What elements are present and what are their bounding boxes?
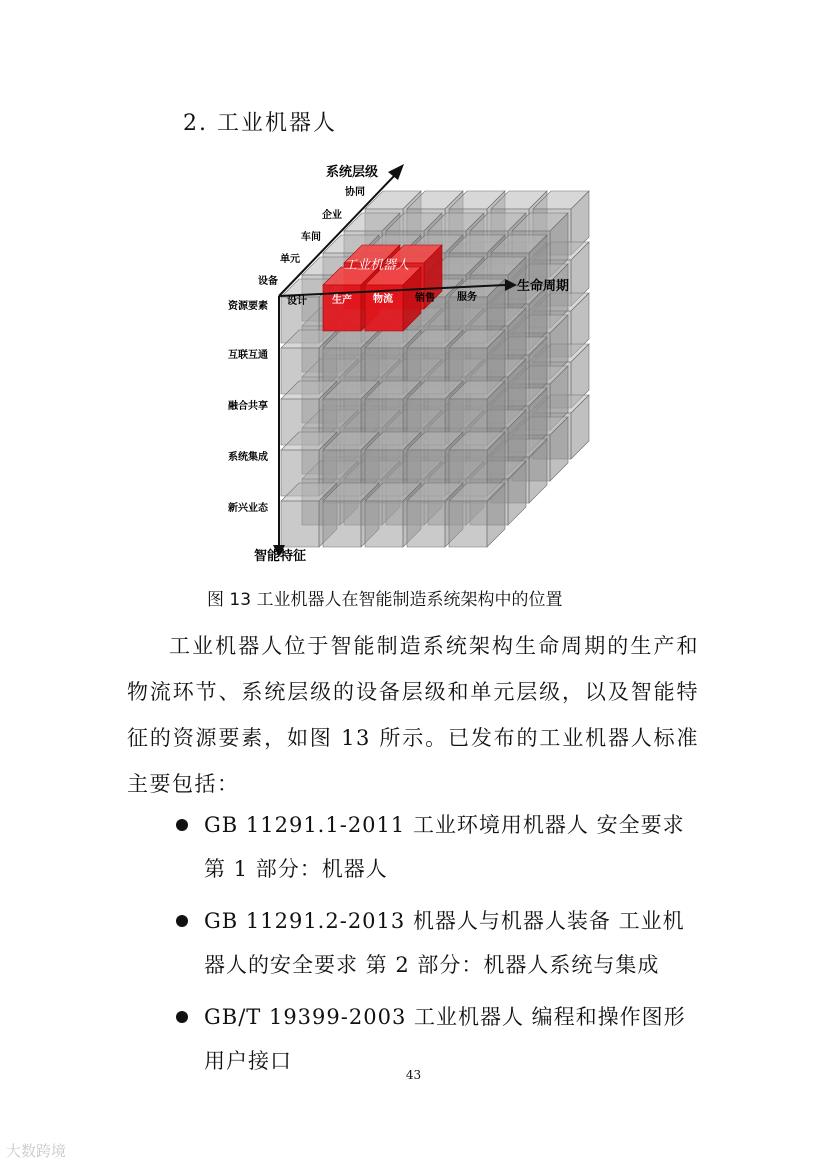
lifecycle-label: 物流 — [373, 294, 393, 305]
system-level-label: 单元 — [280, 254, 300, 265]
section-heading: 2. 工业机器人 — [183, 111, 337, 136]
list-item-text: GB/T 19399-2003 工业机器人 编程和操作图形用户接口 — [204, 1005, 686, 1073]
cube-face — [407, 501, 445, 547]
standards-list — [160, 803, 700, 1091]
smart-feature-label: 融合共享 — [228, 401, 268, 412]
system-level-label: 车间 — [301, 232, 321, 243]
system-level-label: 企业 — [322, 210, 342, 221]
body-paragraph: 工业机器人位于智能制造系统架构生命周期的生产和物流环节、系统层级的设备层级和单元层级，以及智能特征的资源要素，如图 13 所示。已发布的工业机器人标准主要包括： — [127, 634, 699, 796]
bullet-icon — [176, 1011, 188, 1023]
axis-lifecycle-label: 生命周期 — [517, 279, 570, 294]
system-level-label: 设备 — [258, 276, 278, 287]
highlight-label: 工业机器人 — [344, 258, 410, 273]
bullet-icon — [176, 819, 188, 831]
list-item — [160, 899, 700, 987]
axis-smart-feature-label: 智能特征 — [254, 549, 307, 564]
watermark-logo: 大数跨境 — [6, 1142, 67, 1160]
smart-feature-label: 新兴业态 — [228, 503, 268, 514]
axis-system-level-label: 系统层级 — [326, 165, 379, 180]
bullet-icon — [176, 915, 188, 927]
list-item-text: GB 11291.1-2011 工业环境用机器人 安全要求 第 1 部分：机器人 — [204, 813, 685, 881]
page-number: 43 — [405, 1068, 422, 1082]
cube-face — [365, 501, 403, 547]
smart-feature-label: 互联互通 — [228, 350, 268, 361]
figure-caption: 图 13 工业机器人在智能制造系统架构中的位置 — [207, 590, 563, 610]
smart-feature-label: 系统集成 — [228, 452, 268, 463]
cube-face — [323, 501, 361, 547]
lifecycle-label: 服务 — [457, 292, 477, 303]
cube-face — [449, 501, 487, 547]
system-level-axis-arrow — [388, 164, 404, 180]
lifecycle-label: 销售 — [415, 293, 435, 304]
smart-feature-label: 资源要素 — [228, 301, 268, 312]
list-item-text: GB 11291.2-2013 机器人与机器人装备 工业机器人的安全要求 第 2 部分：机器人系统与集成 — [204, 909, 685, 977]
system-level-label: 协同 — [345, 187, 365, 198]
lifecycle-label: 设计 — [287, 296, 307, 307]
cube-face — [281, 501, 319, 547]
list-item — [160, 803, 700, 891]
lifecycle-label: 生产 — [332, 295, 352, 306]
